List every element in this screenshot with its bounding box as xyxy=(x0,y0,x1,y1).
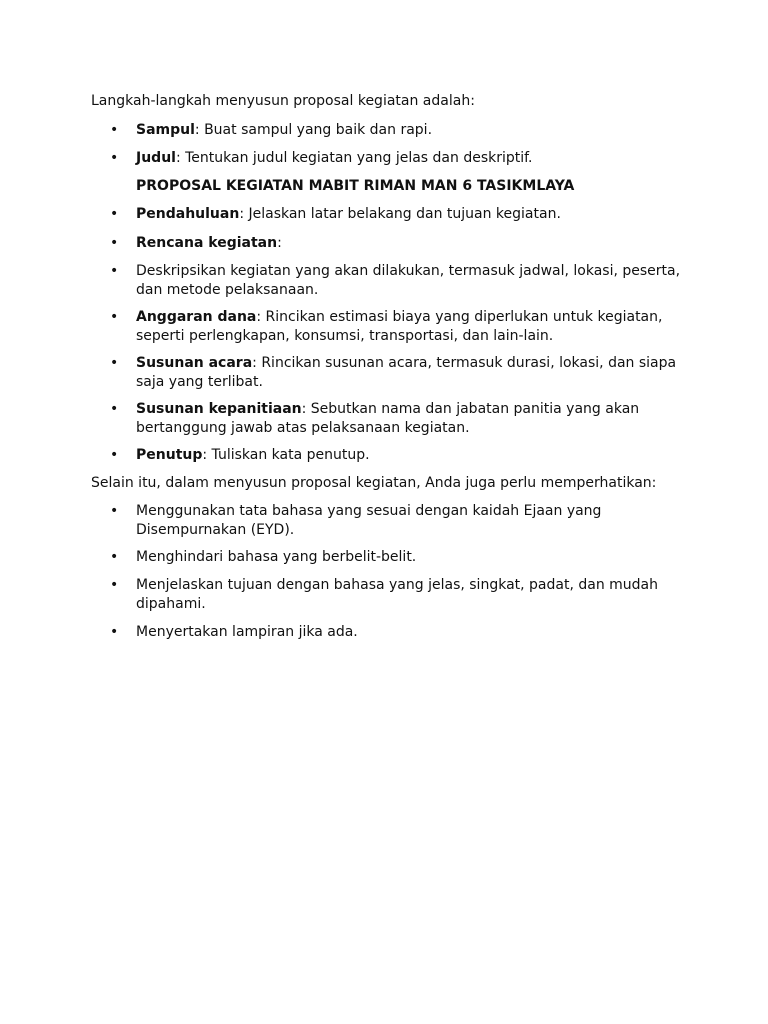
item-term: Anggaran dana xyxy=(136,309,257,325)
list-item-anggaran-dana xyxy=(136,308,681,345)
list-item-susunan-kepanitiaan xyxy=(136,400,681,437)
item-term: Judul xyxy=(136,150,176,166)
item-term: Pendahuluan xyxy=(136,206,240,222)
list-item-tip: Menyertakan lampiran jika ada. xyxy=(136,624,358,640)
bullet-icon: • xyxy=(110,577,119,593)
list-item-tip: Menggunakan tata bahasa yang sesuai dengan kaidah Ejaan yang Disempurnakan (EYD). xyxy=(136,503,602,538)
item-text: : Tentukan judul kegiatan yang jelas dan deskriptif. xyxy=(175,150,533,166)
list-item-susunan-acara xyxy=(136,354,681,391)
list-item-judul xyxy=(136,149,681,168)
bullet-icon: • xyxy=(110,447,119,463)
list-item-sampul xyxy=(136,121,681,140)
list-item-rencana-kegiatan xyxy=(136,234,681,253)
bullet-icon: • xyxy=(110,206,119,222)
item-text: : Tuliskan kata penutup. xyxy=(202,447,370,463)
bullet-icon: • xyxy=(110,401,119,417)
bullet-icon: • xyxy=(110,503,119,519)
bullet-icon: • xyxy=(110,235,119,251)
item-text: : Jelaskan latar belakang dan tujuan kegiatan. xyxy=(239,206,561,222)
bullet-icon: • xyxy=(110,549,119,565)
bullet-icon: • xyxy=(110,309,119,325)
list-item-penutup xyxy=(136,446,681,465)
item-text: Deskripsikan kegiatan yang akan dilakukan, termasuk jadwal, lokasi, peserta, dan metode pelaksanaan. xyxy=(136,263,681,298)
item-term: Rencana kegiatan xyxy=(136,235,278,251)
item-term: Sampul xyxy=(136,122,195,138)
item-text: : Sebutkan nama dan jabatan panitia yang akan bertanggung jawab atas pelaksanaan kegiatan. xyxy=(136,401,640,436)
item-term: Susunan acara xyxy=(136,355,253,371)
item-text: : xyxy=(277,235,282,251)
item-term: Penutup xyxy=(136,447,203,463)
bullet-icon: • xyxy=(110,150,119,166)
bullet-icon: • xyxy=(110,624,119,640)
bullet-icon: • xyxy=(110,122,119,138)
item-term: PROPOSAL KEGIATAN MABIT RIMAN MAN 6 TASIKMLAYA xyxy=(136,178,575,194)
outro-paragraph: Selain itu, dalam menyusun proposal kegiatan, Anda juga perlu memperhatikan: xyxy=(91,475,657,491)
list-item-tip: Menjelaskan tujuan dengan bahasa yang jelas, singkat, padat, dan mudah dipahami. xyxy=(136,577,658,612)
bullet-icon: • xyxy=(110,355,119,371)
item-text: : Rincikan estimasi biaya yang diperlukan untuk kegiatan, seperti perlengkapan, konsumsi, transportasi, dan lain-lain. xyxy=(136,309,663,344)
bullet-icon: • xyxy=(110,263,119,279)
list-item-tip: Menghindari bahasa yang berbelit-belit. xyxy=(136,549,417,565)
item-text: : Buat sampul yang baik dan rapi. xyxy=(194,122,433,138)
list-item-deskripsi xyxy=(136,262,681,299)
proposal-title xyxy=(136,177,681,196)
item-term: Susunan kepanitiaan xyxy=(136,401,302,417)
list-item-pendahuluan xyxy=(136,205,681,224)
item-text: : Rincikan susunan acara, termasuk durasi, lokasi, dan siapa saja yang terlibat. xyxy=(136,355,677,390)
intro-paragraph: Langkah-langkah menyusun proposal kegiatan adalah: xyxy=(91,93,475,109)
